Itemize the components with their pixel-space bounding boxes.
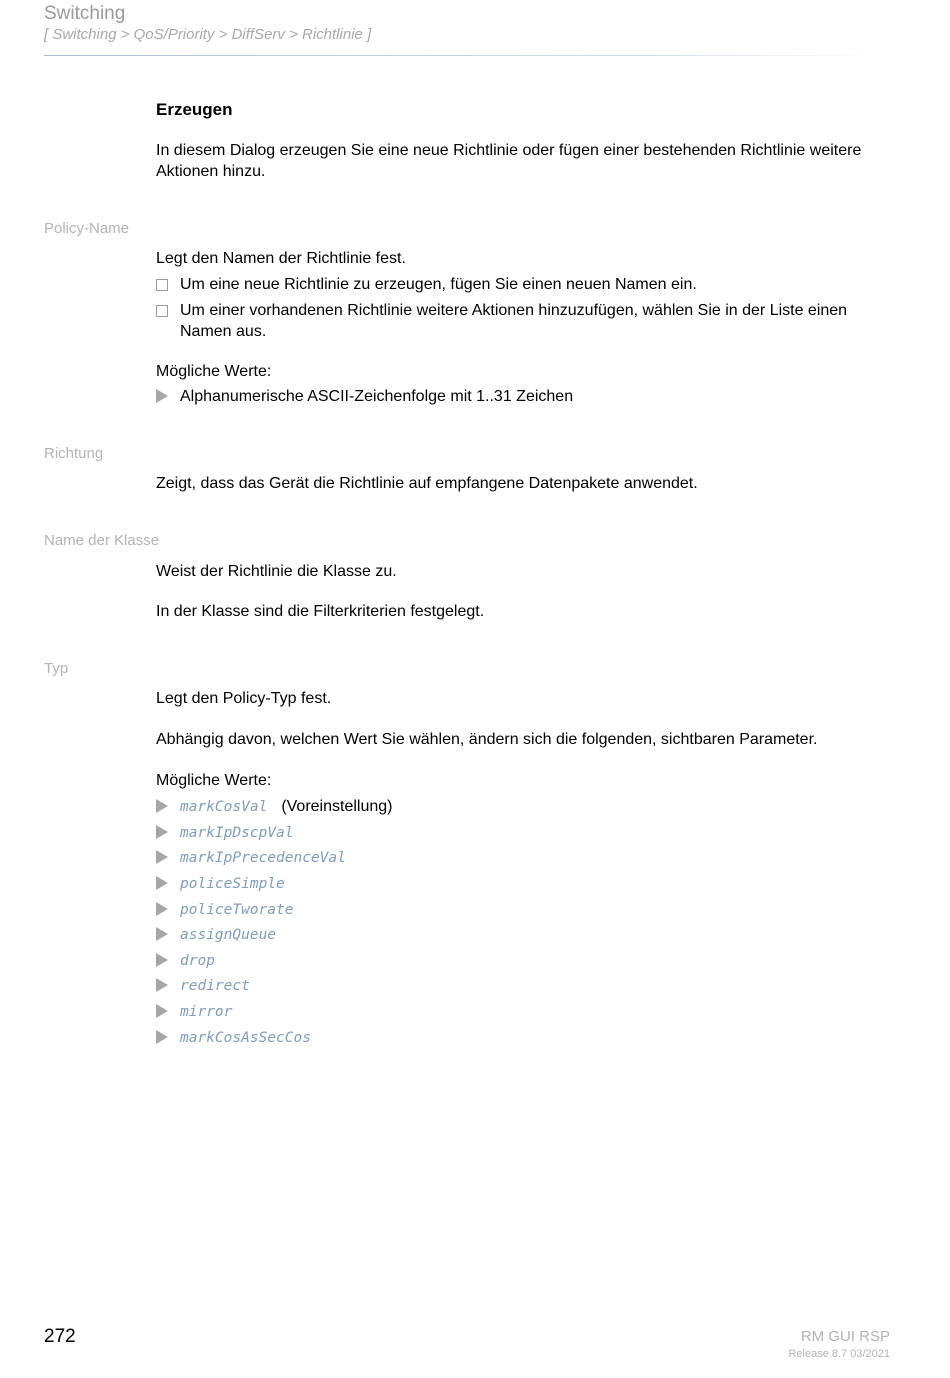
type-value-item (156, 822, 891, 844)
policy-name-label: Policy-Name (44, 220, 130, 237)
triangle-bullet-icon (156, 927, 168, 941)
default-marker: (Voreinstellung) (281, 798, 393, 815)
direction-description: Zeigt, dass das Gerät die Richtlinie auf empfangene Datenpakete anwendet. (156, 475, 698, 492)
footer-release: Release 8.7 03/2021 (788, 1348, 890, 1360)
type-note: Abhängig davon, welchen Wert Sie wählen, ändern sich die folgenden, sichtbaren Parameter. (156, 731, 818, 748)
type-value-item (156, 1027, 891, 1049)
policy-name-option: Um einer vorhandenen Richtlinie weitere Aktionen hinzuzufügen, wählen Sie in der Liste einen Namen aus. (156, 300, 891, 342)
triangle-bullet-icon (156, 825, 168, 839)
section-intro: In diesem Dialog erzeugen Sie eine neue Richtlinie oder fügen einer bestehenden Richtlinie weitere Aktionen hinzu. (156, 142, 862, 180)
triangle-bullet-icon (156, 1030, 168, 1044)
breadcrumb: [ Switching > QoS/Priority > DiffServ > Richtlinie ] (44, 26, 372, 43)
type-value-item (156, 950, 891, 972)
page-number: 272 (44, 1326, 76, 1347)
type-value-item (156, 847, 891, 869)
type-value: policeSimple (180, 876, 285, 892)
section-heading: Erzeugen (156, 100, 233, 119)
type-value: markCosAsSecCos (180, 1030, 311, 1046)
triangle-bullet-icon (156, 953, 168, 967)
class-name-label: Name der Klasse (44, 532, 160, 549)
policy-name-option: Um eine neue Richtlinie zu erzeugen, fügen Sie einen neuen Namen ein. (156, 274, 891, 295)
type-value-item (156, 1001, 891, 1023)
type-value-item (156, 924, 891, 946)
type-value: markIpPrecedenceVal (180, 850, 346, 866)
footer-product: RM GUI RSP (800, 1328, 890, 1345)
header-title: Switching (44, 3, 126, 24)
type-value: policeTworate (180, 902, 294, 918)
triangle-bullet-icon (156, 978, 168, 992)
triangle-bullet-icon (156, 799, 168, 813)
type-value-item (156, 796, 891, 818)
type-value: markCosVal (180, 799, 268, 815)
triangle-bullet-icon (156, 1004, 168, 1018)
type-value-item (156, 899, 891, 921)
policy-name-possible-values-label: Mögliche Werte: (156, 363, 272, 380)
type-possible-values-label: Mögliche Werte: (156, 772, 272, 789)
checkbox-bullet-icon (156, 279, 168, 291)
type-label: Typ (44, 660, 69, 677)
type-value: mirror (180, 1004, 233, 1020)
triangle-bullet-icon (156, 850, 168, 864)
type-value: markIpDscpVal (180, 825, 294, 841)
header-divider (44, 55, 874, 56)
type-value: assignQueue (180, 927, 277, 943)
policy-name-description: Legt den Namen der Richtlinie fest. (156, 250, 406, 267)
type-value-item (156, 873, 891, 895)
checkbox-bullet-icon (156, 305, 168, 317)
type-description: Legt den Policy-Typ fest. (156, 690, 332, 707)
type-value: redirect (180, 978, 250, 994)
class-name-note: In der Klasse sind die Filterkriterien festgelegt. (156, 603, 485, 620)
direction-label: Richtung (44, 445, 104, 462)
type-value-item (156, 975, 891, 997)
class-name-description: Weist der Richtlinie die Klasse zu. (156, 563, 397, 580)
policy-name-value: Alphanumerische ASCII-Zeichenfolge mit 1..31 Zeichen (156, 386, 891, 407)
type-value: drop (180, 953, 215, 969)
triangle-bullet-icon (156, 902, 168, 916)
triangle-bullet-icon (156, 389, 168, 403)
triangle-bullet-icon (156, 876, 168, 890)
